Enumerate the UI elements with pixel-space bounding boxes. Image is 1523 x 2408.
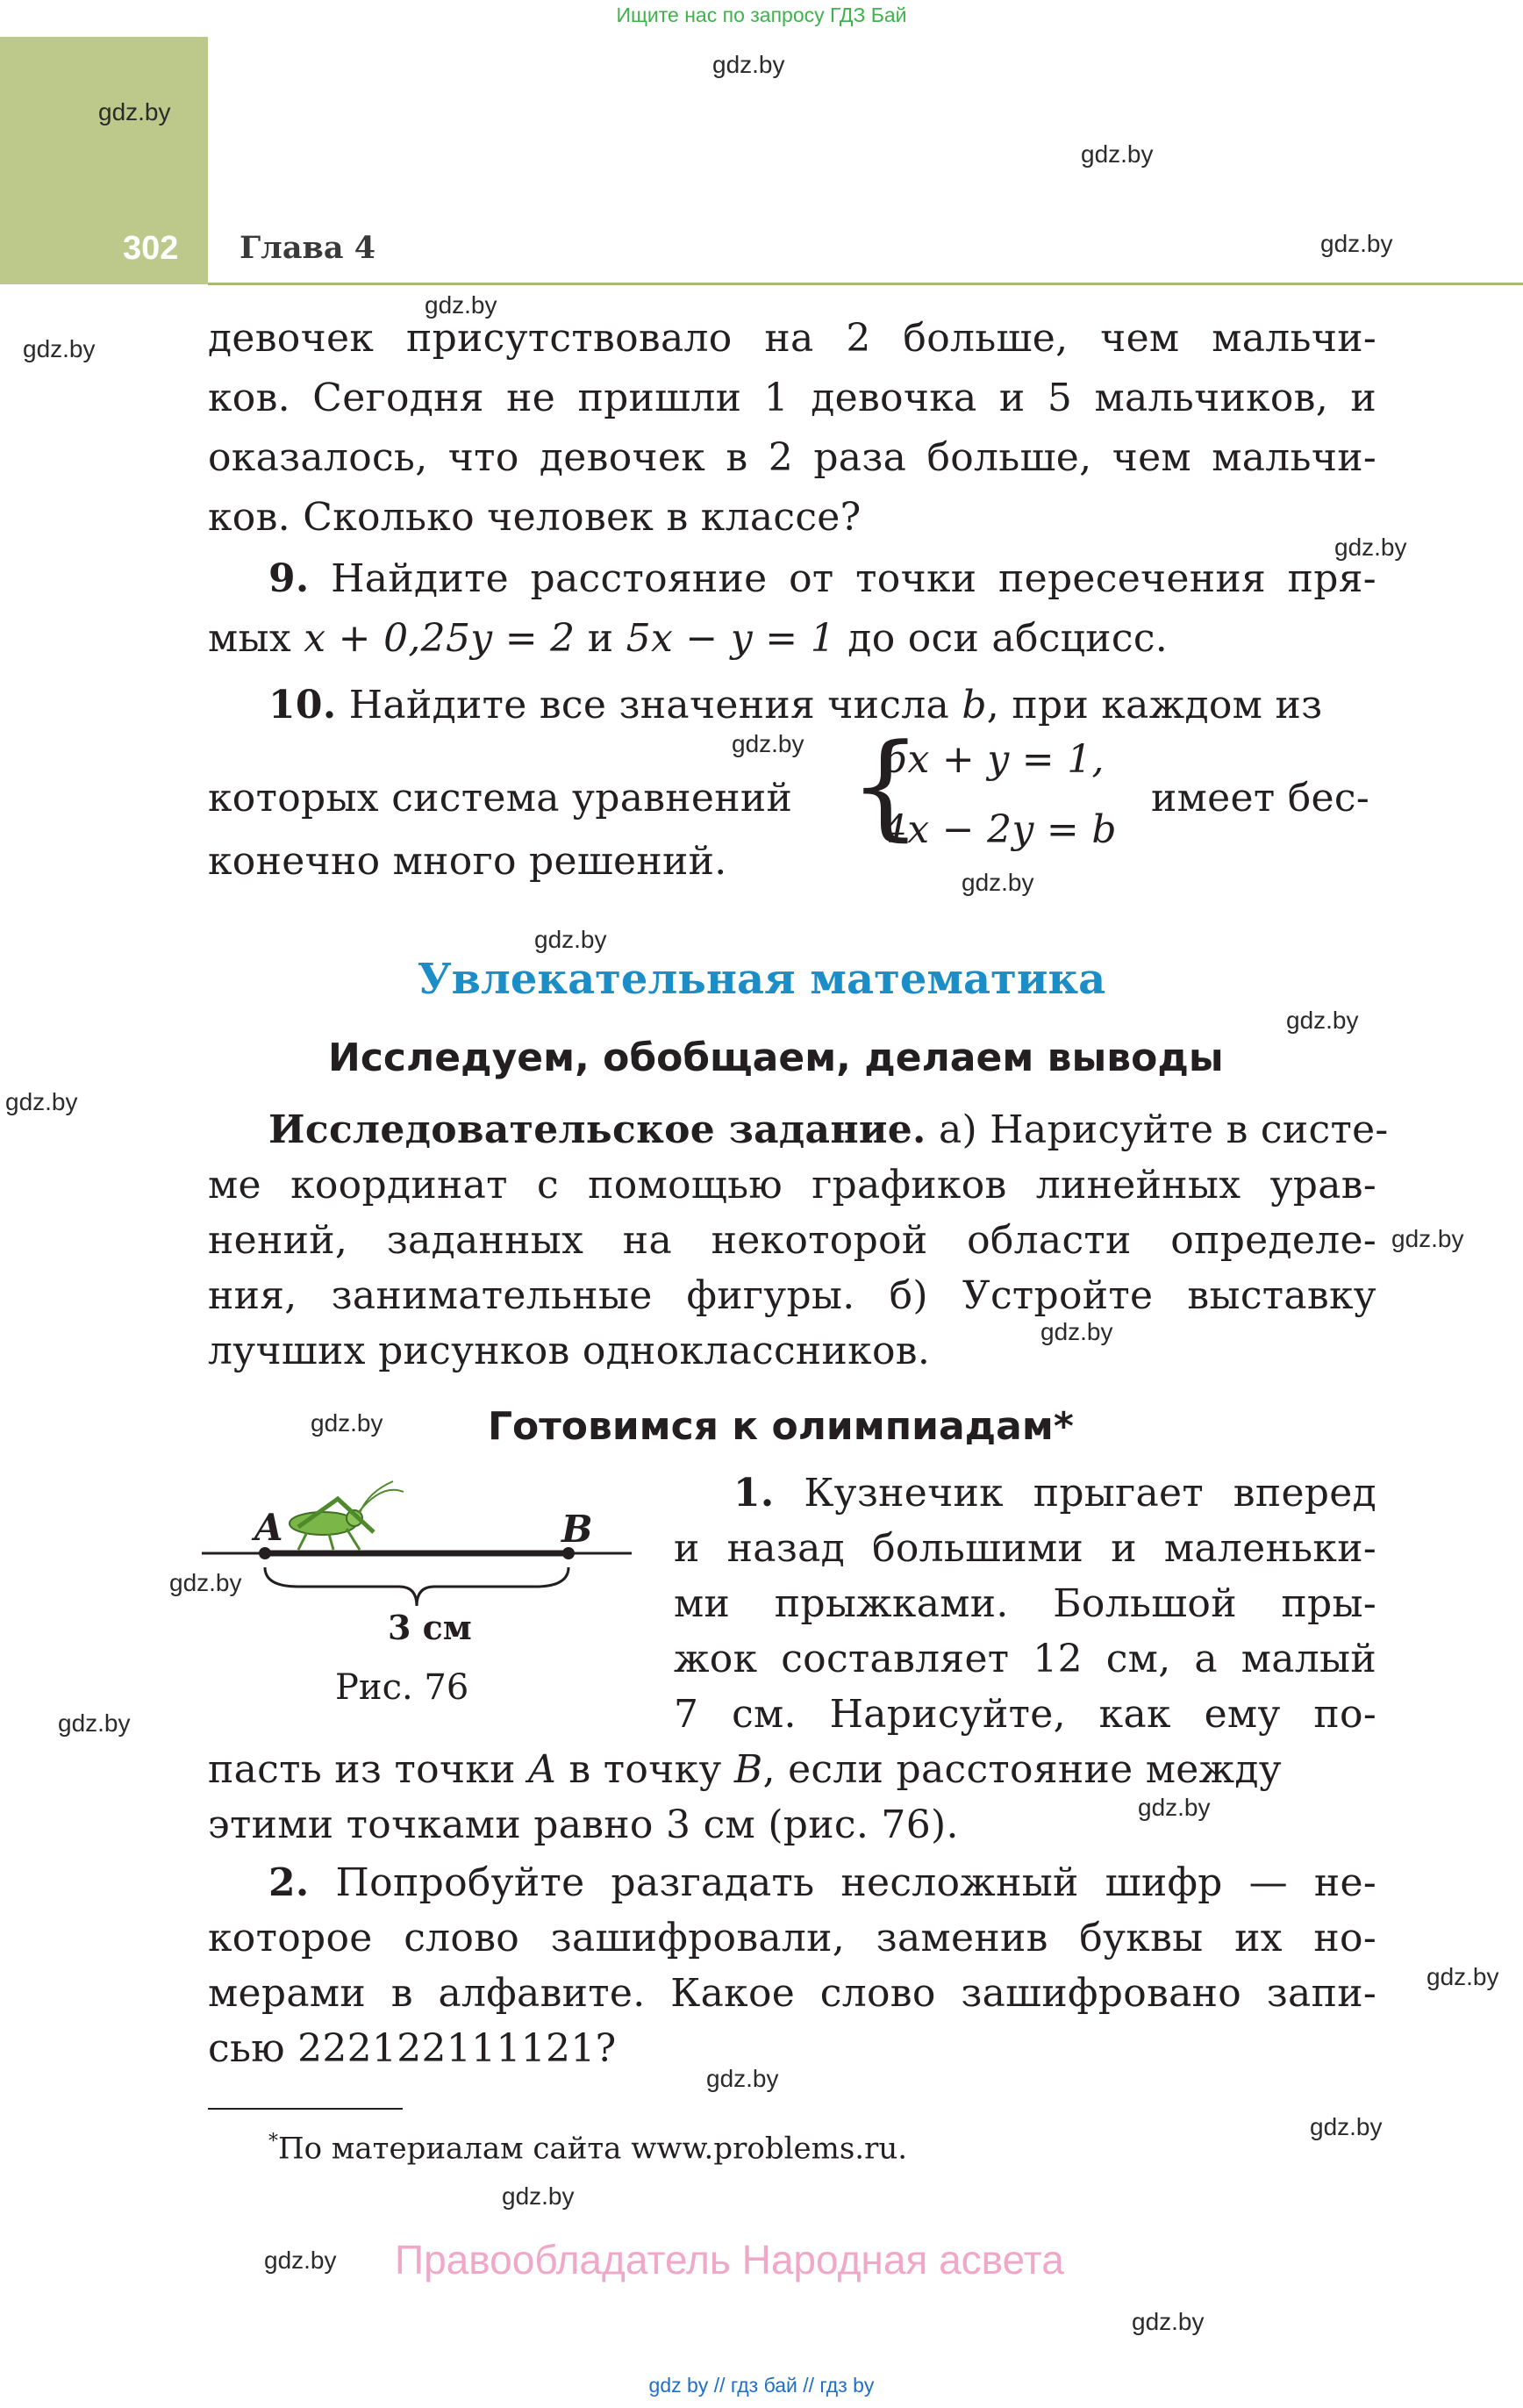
watermark: gdz.by <box>1426 1963 1499 1990</box>
watermark: gdz.by <box>962 869 1034 896</box>
footnote: *По материалам сайта www.problems.ru. <box>268 2131 908 2167</box>
task-number: 1. <box>733 1471 775 1516</box>
text-line: которое слово зашифровали, заменив буквы их но- <box>208 1916 1376 1960</box>
watermark: gdz.by <box>1320 230 1393 257</box>
task-10-line-1: 10. Найдите все значения числа b, при каждом из <box>268 683 1323 727</box>
grasshopper-icon <box>290 1481 404 1550</box>
watermark: gdz.by <box>706 2065 779 2092</box>
watermark: gdz.by <box>58 1709 131 1737</box>
watermark: gdz.by <box>534 926 607 953</box>
rights-holder-text: Правообладатель Народная асвета <box>395 2237 1064 2283</box>
task-10-line-2b: имеет бес- <box>1151 776 1369 821</box>
subheading: Исследуем, обобщаем, делаем выводы <box>328 1036 1224 1080</box>
segment-length-label: 3 см <box>388 1608 472 1647</box>
watermark: gdz.by <box>1132 2308 1205 2335</box>
task-9-line-1: 9. Найдите расстояние от точки пересечения пря- <box>268 556 1376 601</box>
text-line: оказалось, что девочек в 2 раза больше, чем мальчи- <box>208 435 1376 480</box>
watermark: gdz.by <box>425 291 497 319</box>
watermark: gdz.by <box>732 730 804 757</box>
figure-caption: Рис. 76 <box>335 1667 469 1708</box>
text-line: девочек присутствовало на 2 больше, чем мальчи- <box>208 316 1376 361</box>
text-line: ков. Сколько человек в классе? <box>208 495 862 540</box>
text-line: 7 см. Нарисуйте, как ему по- <box>674 1692 1376 1737</box>
brace-icon <box>265 1567 568 1606</box>
text-line: ния, занимательные фигуры. б) Устройте выставку <box>208 1273 1376 1318</box>
text-line: ков. Сегодня не пришли 1 девочка и 5 мальчиков, и <box>208 376 1376 420</box>
top-banner[interactable]: Ищите нас по запросу ГДЗ Бай <box>616 4 907 26</box>
point-a-label: A <box>254 1506 283 1549</box>
system-brace-icon: { <box>849 719 922 852</box>
text-line: и назад большими и маленьки- <box>674 1526 1376 1571</box>
watermark: gdz.by <box>1391 1225 1464 1252</box>
section-title: Увлекательная математика <box>417 955 1106 1004</box>
task-number: 9. <box>268 556 310 601</box>
watermark: gdz.by <box>311 1409 383 1437</box>
research-line-1: Исследовательское задание. а) Нарисуйте в систе- <box>268 1107 1389 1152</box>
system-equation: bx + y = 1, <box>883 737 1105 782</box>
text-line: жок составляет 12 см, а малый <box>674 1637 1376 1681</box>
watermark: gdz.by <box>1040 1318 1113 1345</box>
text-line: сью 222122111121? <box>208 2026 617 2071</box>
task-9-line-2: мых x + 0,25y = 2 и 5x − y = 1 до оси абсцисс. <box>208 616 1169 661</box>
equation: 5x − y = 1 <box>626 616 836 661</box>
system-equation: 4x − 2y = b <box>883 807 1117 852</box>
equation: x + 0,25y = 2 <box>304 616 576 661</box>
watermark: gdz.by <box>264 2247 337 2274</box>
text-line: мерами в алфавите. Какое слово зашифровано запи- <box>208 1971 1376 2016</box>
text-line: ме координат с помощью графиков линейных урав- <box>208 1163 1376 1208</box>
watermark: gdz.by <box>712 51 785 78</box>
footnote-divider <box>208 2108 403 2110</box>
header-divider <box>208 283 1523 285</box>
watermark: gdz.by <box>1334 534 1407 561</box>
watermark: gdz.by <box>1138 1794 1211 1821</box>
watermark: gdz.by <box>169 1569 242 1596</box>
olymp-1-line-1: 1. Кузнечик прыгает вперед <box>733 1471 1376 1516</box>
point-a-dot <box>259 1547 271 1559</box>
task-number: 2. <box>268 1860 310 1905</box>
watermark: gdz.by <box>98 98 171 125</box>
chapter-title: Глава 4 <box>240 230 376 266</box>
olymp-2-line-1: 2. Попробуйте разгадать несложный шифр — не- <box>268 1860 1376 1905</box>
text-line: этими точками равно 3 см (рис. 76). <box>208 1802 959 1847</box>
watermark: gdz.by <box>1310 2113 1383 2140</box>
text-line: ми прыжками. Большой пры- <box>674 1581 1376 1626</box>
task-10-line-3: конечно много решений. <box>208 839 727 884</box>
task-number: 10. <box>268 683 337 727</box>
point-b-label: B <box>561 1508 593 1551</box>
text-line: нений, заданных на некоторой области определе- <box>208 1218 1376 1263</box>
watermark: gdz.by <box>502 2182 575 2210</box>
text-line: лучших рисунков одноклассников. <box>208 1329 931 1373</box>
watermark: gdz.by <box>23 335 96 362</box>
page-number: 302 <box>123 230 179 267</box>
bottom-links[interactable]: gdz by // гдз бай // гдз by <box>648 2374 875 2397</box>
subheading: Готовимся к олимпиадам* <box>488 1404 1074 1449</box>
watermark: gdz.by <box>1286 1007 1359 1034</box>
task-10-line-2a: которых система уравнений <box>208 776 793 821</box>
watermark: gdz.by <box>1081 140 1154 168</box>
watermark: gdz.by <box>5 1088 78 1115</box>
olymp-1-line-6: пасть из точки A в точку B, если расстояние между <box>208 1747 1282 1792</box>
